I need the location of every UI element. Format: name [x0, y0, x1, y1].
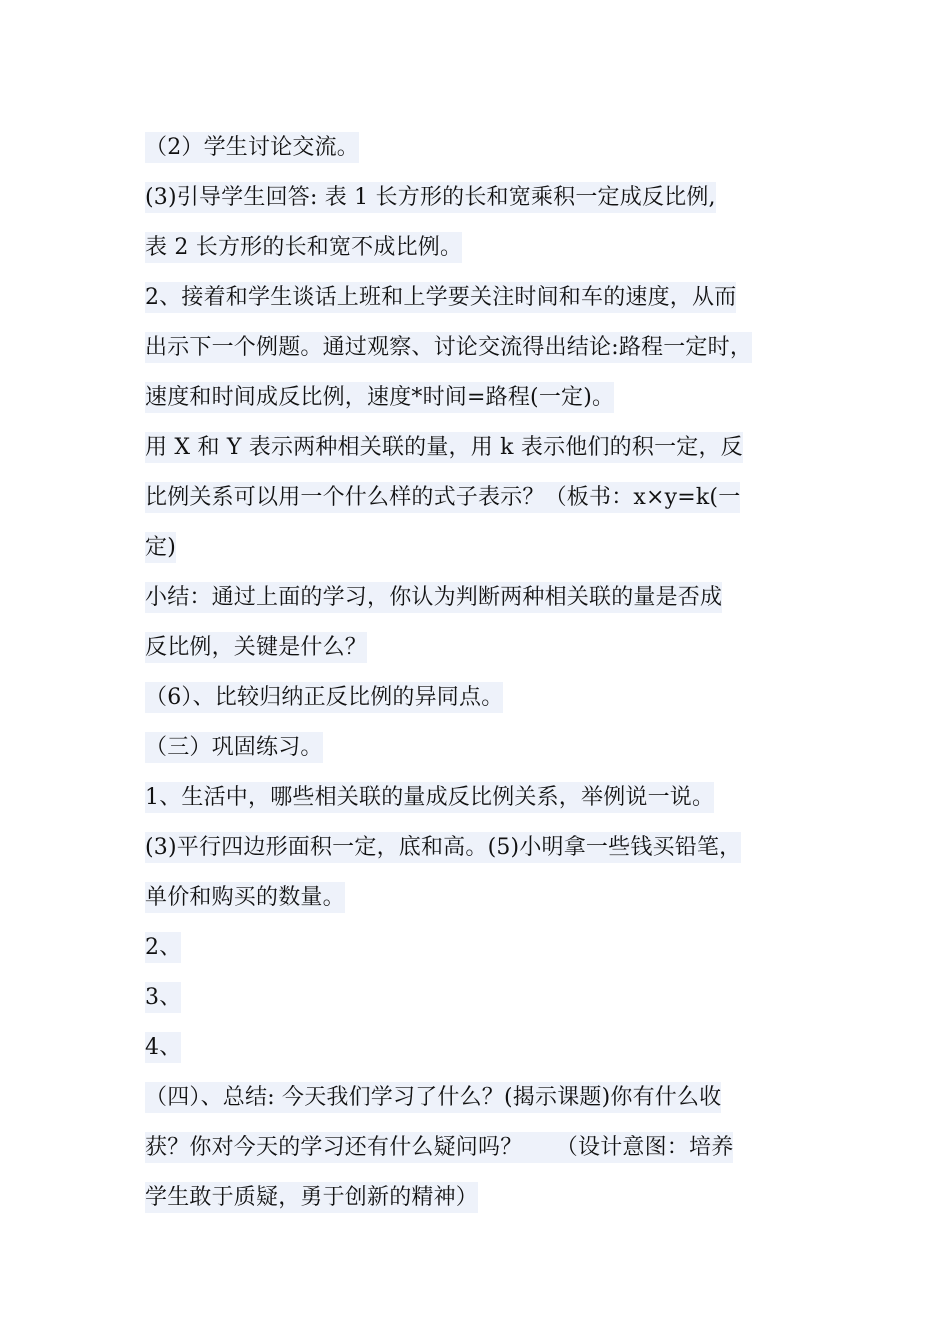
- text-line: [145, 923, 835, 973]
- text-line: [145, 123, 835, 173]
- text-line: [145, 1173, 835, 1223]
- line-text: 小结：通过上面的学习，你认为判断两种相关联的量是否成: [145, 582, 722, 613]
- text-line: [145, 1123, 835, 1173]
- text-line: [145, 473, 835, 523]
- line-text: 反比例，关键是什么？: [145, 632, 367, 663]
- line-text: 2、: [145, 932, 181, 963]
- line-text: 速度和时间成反比例，速度*时间=路程(一定)。: [145, 382, 614, 413]
- text-line: [145, 373, 835, 423]
- text-line: [145, 423, 835, 473]
- line-text: 获？你对今天的学习还有什么疑问吗？ （设计意图：培养: [145, 1132, 733, 1163]
- text-line: [145, 173, 835, 223]
- text-line: [145, 223, 835, 273]
- document-body: [145, 123, 835, 1223]
- text-line: [145, 623, 835, 673]
- text-line: [145, 873, 835, 923]
- line-text: (3)平行四边形面积一定，底和高。(5)小明拿一些钱买铅笔，: [145, 832, 741, 863]
- text-line: [145, 323, 835, 373]
- line-text: 出示下一个例题。通过观察、讨论交流得出结论:路程一定时，: [145, 332, 752, 363]
- text-line: [145, 673, 835, 723]
- line-text: （6）、比较归纳正反比例的异同点。: [145, 682, 503, 713]
- text-line: [145, 723, 835, 773]
- line-text: 学生敢于质疑，勇于创新的精神）: [145, 1182, 478, 1213]
- text-line: [145, 523, 835, 573]
- text-line: [145, 973, 835, 1023]
- text-line: [145, 1073, 835, 1123]
- line-text: (3)引导学生回答: 表 1 长方形的长和宽乘积一定成反比例,: [145, 182, 716, 213]
- line-text: 4、: [145, 1032, 181, 1063]
- line-text: （2）学生讨论交流。: [145, 132, 359, 163]
- line-text: 用 X 和 Y 表示两种相关联的量，用 k 表示他们的积一定，反: [145, 432, 743, 463]
- line-text: 3、: [145, 982, 181, 1013]
- text-line: [145, 273, 835, 323]
- line-text: 比例关系可以用一个什么样的式子表示？（板书：x×y=k(一: [145, 482, 740, 513]
- line-text: 单价和购买的数量。: [145, 882, 345, 913]
- line-text: 1、生活中，哪些相关联的量成反比例关系，举例说一说。: [145, 782, 714, 813]
- line-text: 2、接着和学生谈话上班和上学要关注时间和车的速度，从而: [145, 282, 736, 313]
- text-line: [145, 773, 835, 823]
- text-line: [145, 573, 835, 623]
- text-line: [145, 823, 835, 873]
- line-text: 定): [145, 532, 176, 563]
- line-text: （四）、总结: 今天我们学习了什么？(揭示课题)你有什么收: [145, 1082, 721, 1113]
- text-line: [145, 1023, 835, 1073]
- line-text: （三）巩固练习。: [145, 732, 323, 763]
- line-text: 表 2 长方形的长和宽不成比例。: [145, 232, 462, 263]
